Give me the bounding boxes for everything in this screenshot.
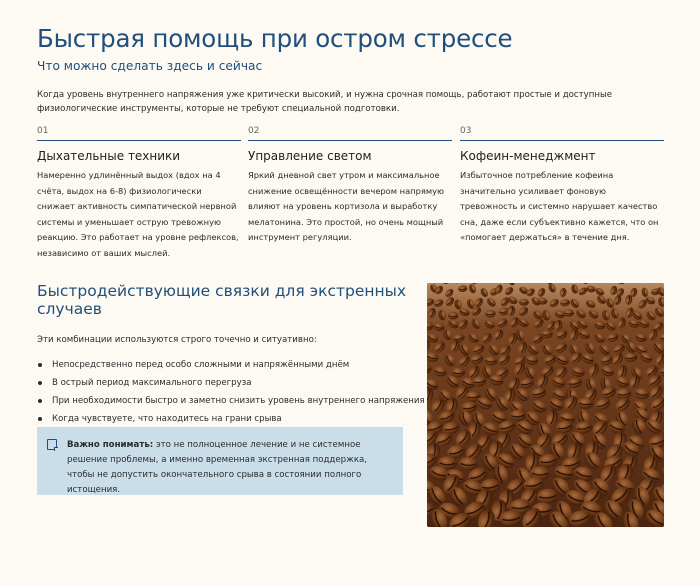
page-title: Быстрая помощь при остром стрессе xyxy=(37,24,513,53)
column-number: 03 xyxy=(460,126,472,136)
bullet-icon xyxy=(38,381,42,385)
section-lead: Эти комбинации используются строго точечно и ситуативно: xyxy=(37,335,317,345)
column-text: Яркий дневной свет утром и максимальное снижение освещённости вечером напрямую влияют на уровень кортизола и выработку мелатонина. Это простой, но очень мощный инструмент регуляции. xyxy=(248,170,445,242)
page-subtitle: Что можно сделать здесь и сейчас xyxy=(37,59,263,73)
bullet-icon xyxy=(38,363,42,367)
note-label: Важно понимать: xyxy=(67,440,154,450)
technique-column xyxy=(460,125,664,246)
bullet-list xyxy=(37,356,425,428)
list-item: При необходимости быстро и заметно снизить уровень внутреннего напряжения xyxy=(37,392,417,410)
emergency-section xyxy=(37,282,425,428)
list-item: Когда чувствуете, что находитесь на грани срыва xyxy=(37,410,417,428)
bullet-icon xyxy=(38,399,42,403)
intro-paragraph: Когда уровень внутреннего напряжения уже критически высокий, и нужна срочная помощь, работают простые и доступные физиологические инструменты, которые не требуют специальной подготовки. xyxy=(37,90,613,114)
bullet-icon xyxy=(38,417,42,421)
techniques-columns xyxy=(37,125,664,265)
note-body: это не полноценное лечение и не системное решение проблемы, а именно временная экстренная поддержка, чтобы не допустить окончательного срыва в состоянии полного истощения. xyxy=(67,440,368,495)
column-number: 02 xyxy=(248,126,260,136)
technique-column xyxy=(37,125,241,261)
column-title: Кофеин-менеджмент xyxy=(460,149,596,163)
column-title: Дыхательные техники xyxy=(37,149,181,163)
technique-column xyxy=(248,125,452,246)
important-note xyxy=(37,427,403,495)
column-text: Избыточное потребление кофеина значительно усиливает фоновую тревожность и системно нарушает качество сна, даже если субъективно кажется, что он «помогает держаться» в течение дня. xyxy=(460,170,659,242)
column-text: Намеренно удлинённый выдох (вдох на 4 счёта, выдох на 6-8) физиологически снижает активность симпатической нервной системы и уменьшает острую тревожную реакцию. Это работает на уровне рефлексов, независимо от ваших мыслей. xyxy=(37,170,239,258)
column-divider xyxy=(460,140,664,141)
list-item: В острый период максимального перегруза xyxy=(37,374,417,392)
column-number: 01 xyxy=(37,126,49,136)
section-heading: Быстродействующие связки для экстренных случаев xyxy=(37,282,407,318)
note-text xyxy=(67,438,387,498)
coffee-beans-image xyxy=(427,283,664,527)
coffee-beans-illustration xyxy=(427,283,664,527)
column-title: Управление светом xyxy=(248,149,372,163)
list-item: Непосредственно перед особо сложными и напряжёнными днём xyxy=(37,356,417,374)
column-divider xyxy=(37,140,241,141)
column-divider xyxy=(248,140,452,141)
note-icon xyxy=(47,439,57,450)
